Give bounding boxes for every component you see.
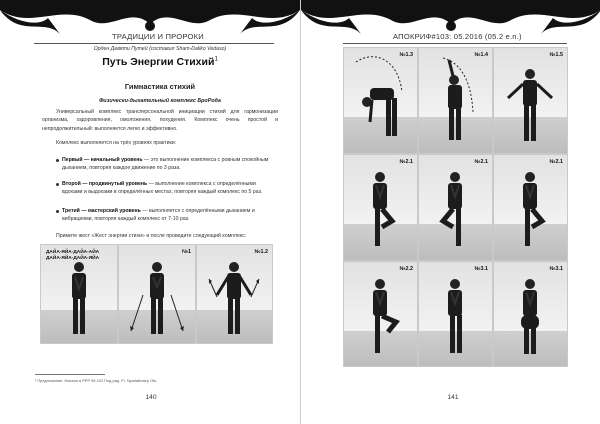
footnote-ref: 1 xyxy=(214,56,218,63)
photo-label: №1.4 xyxy=(474,52,488,58)
photo-label: №2.1 xyxy=(474,159,488,165)
photo-label: №2.1 xyxy=(549,159,563,165)
bullet-icon xyxy=(56,210,59,213)
person-figure xyxy=(197,245,272,343)
photo-label: №3.1 xyxy=(549,266,563,272)
exercise-photo xyxy=(344,155,417,260)
level-item: Второй — продвинутый уровень — выполнение комплекса с определёнными вдохами и выдохами в определённых местах, повторяя каждый комплекс по 5 раз. xyxy=(62,180,276,196)
exercise-photo xyxy=(41,245,117,343)
header-rule xyxy=(34,43,274,44)
exercise-photo xyxy=(494,48,567,153)
exercise-photo xyxy=(419,48,492,153)
header-rule xyxy=(343,43,567,44)
right-page xyxy=(300,0,600,424)
levels-intro: Комплекс выполняется на трёх уровнях практики: xyxy=(56,140,177,146)
photo-grid-right xyxy=(343,47,568,367)
photo-label: №2.1 xyxy=(399,159,413,165)
running-head: ТРАДИЦИИ И ПРОРОКИ xyxy=(112,32,204,41)
exercise-photo xyxy=(344,48,417,153)
person-figure xyxy=(41,245,117,343)
exercise-photo xyxy=(344,262,417,366)
photo-label: №1 xyxy=(181,249,191,255)
person-figure xyxy=(494,155,567,260)
chant-text: ДАЙА-ЯЙА-ДАЙА-АЙА ДАЙА-ЯЙА-ДАЙА-ЯЙА xyxy=(46,250,100,261)
footnote-rule xyxy=(35,374,105,375)
exercise-photo xyxy=(419,262,492,366)
section-title: Гимнастика стихий xyxy=(124,82,196,91)
exercise-photo xyxy=(119,245,195,343)
person-figure xyxy=(119,245,195,343)
level-item: Первый — начальный уровень — это выполнение комплекса с ровным спокойным дыханием, повторяя каждое движение по 3 раза. xyxy=(62,156,276,172)
exercise-photo xyxy=(419,155,492,260)
photo-strip-left xyxy=(40,244,273,344)
exercise-photo xyxy=(197,245,272,343)
complex-title: Физически-дыхательный комплекс БроРода xyxy=(99,98,221,104)
bullet-icon xyxy=(56,159,59,162)
author-line: Орден Девяти Путей (составил Sham-Daliko Vedaso) xyxy=(93,46,227,52)
bullet-icon xyxy=(56,183,59,186)
footnote: ¹ Предложение. Начало в PPP 99-102 Под ред. Fr. Nyarlathotep Ofs. xyxy=(35,378,158,383)
article-title: Путь Энергии Стихий$^1$ xyxy=(102,56,218,68)
person-figure xyxy=(419,155,492,260)
person-figure xyxy=(344,262,417,366)
person-figure xyxy=(419,48,492,153)
level-item: Третий — мастерский уровень — выполняется с определёнными дыханием и вибрациями, повторяя каждый комплекс от 7-10 раз. xyxy=(62,207,276,223)
person-figure xyxy=(344,155,417,260)
person-figure xyxy=(419,262,492,366)
photo-label: №2.2 xyxy=(399,266,413,272)
person-figure xyxy=(344,48,417,153)
photo-label: №1.2 xyxy=(254,249,268,255)
page-number: 140 xyxy=(145,394,157,401)
photo-label: №1.5 xyxy=(549,52,563,58)
person-figure xyxy=(494,48,567,153)
photo-label: №1.3 xyxy=(399,52,413,58)
running-head: АПОКРИФ#103: 05.2016 (05.2 e.n.) xyxy=(393,32,522,41)
exercise-photo xyxy=(494,262,567,366)
photo-label: №3.1 xyxy=(474,266,488,272)
gesture-instruction: Примите жест «Жест энергии стихи» и после проведите следующий комплекс: xyxy=(56,233,247,239)
person-figure xyxy=(494,262,567,366)
page-number: 141 xyxy=(447,394,459,401)
intro-paragraph: Универсальный комплекс трансперсональной инициации стихий для гармонизации организма, оздоровления, омоложения, похудения. Комплекс очень простой и непродолжительный: выполняется легко и эффективно. xyxy=(42,109,278,132)
exercise-photo xyxy=(494,155,567,260)
